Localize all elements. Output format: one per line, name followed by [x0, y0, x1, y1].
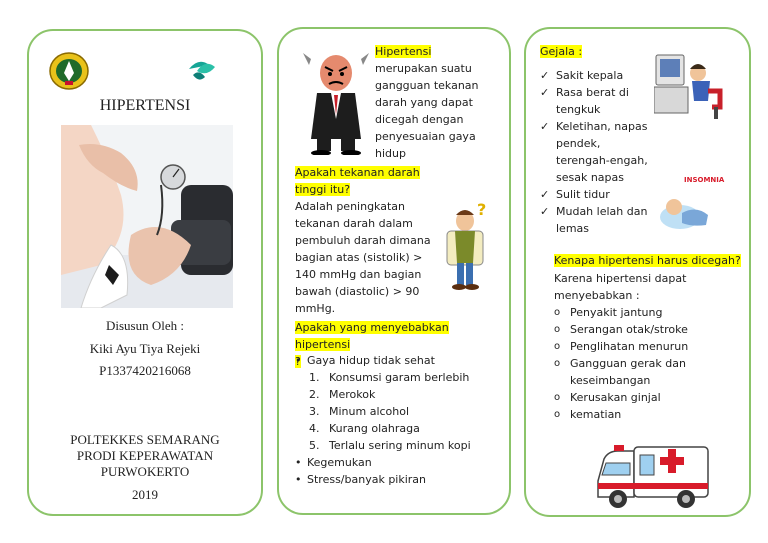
prevent-heading: [554, 252, 750, 269]
definition-term: Hipertensi: [375, 45, 432, 58]
question-1-line: Apakah tekanan darah: [295, 166, 420, 179]
symptom-item-cont: terengah-engah,: [556, 154, 648, 167]
answer-1-line: tekanan darah dalam: [295, 217, 413, 230]
year: 2019: [132, 487, 158, 502]
symptom-item-cont: sesak napas: [556, 171, 625, 184]
institution-line: PURWOKERTO: [100, 464, 190, 479]
symptom-item: ✓ Sulit tidur: [540, 186, 670, 203]
prevent-intro-line: Karena hipertensi dapat: [554, 272, 687, 285]
answer-1-line: mmHg.: [295, 302, 336, 315]
emblem-logo: [48, 51, 90, 91]
question-2-line: Apakah yang menyebabkan hipertensi: [295, 321, 449, 351]
health-ministry-logo: [185, 55, 219, 85]
cause-item: [295, 471, 507, 488]
answer-1-line: Adalah peningkatan: [295, 200, 405, 213]
consequences-list: [554, 304, 744, 423]
prevent-intro-line: menyebabkan :: [554, 289, 640, 302]
causes-list: [295, 352, 507, 488]
lifestyle-item: 4. Kurang olahraga: [309, 422, 420, 435]
symptom-item: ✓ Mudah lelah dan: [540, 203, 670, 220]
consequence-item: o Penglihatan menurun: [554, 338, 744, 355]
angry-man-illustration: [303, 49, 369, 155]
symptom-item-cont: lemas: [556, 222, 590, 235]
consequence-item: o kematian: [554, 406, 744, 423]
prevent-heading-text: Kenapa hipertensi harus dicegah?: [554, 254, 741, 267]
lifestyle-item: 2. Merokok: [309, 388, 376, 401]
lifestyle-item: 1. Konsumsi garam berlebih: [309, 371, 470, 384]
symptoms-panel: [524, 27, 751, 517]
consequence-item: o Penyakit jantung: [554, 304, 744, 321]
blood-pressure-photo: [61, 125, 233, 308]
author-label: Disusun Oleh :: [106, 318, 184, 333]
definition-block: [375, 43, 485, 162]
answer-1-line: 140 mmHg dan bagian: [295, 268, 422, 281]
author-name: Kiki Ayu Tiya Rejeki: [89, 341, 201, 356]
insomnia-label: INSOMNIA: [684, 176, 725, 184]
answer-1: [295, 198, 435, 317]
brochure-title: HIPERTENSI: [99, 97, 191, 114]
cause-text: Gaya hidup tidak sehat: [307, 354, 435, 367]
symptom-item: ✓ Keletihan, napas: [540, 118, 670, 135]
question-2-line: ?: [295, 355, 301, 368]
question-1: [295, 164, 435, 198]
lifestyle-list: [295, 369, 507, 454]
lifestyle-item: 5. Terlalu sering minum kopi: [309, 439, 471, 452]
cause-item: [295, 352, 507, 454]
ambulance-illustration: [594, 441, 714, 511]
computer-user-illustration: [654, 51, 726, 121]
svg-text:?: ?: [477, 201, 487, 219]
answer-1-line: bawah (diastolic) > 90: [295, 285, 420, 298]
student-id: P1337420216068: [99, 363, 191, 378]
symptoms-heading-text: Gejala :: [540, 45, 583, 58]
institution: [29, 432, 261, 480]
symptom-item-cont: pendek,: [556, 137, 601, 150]
confused-man-illustration: [443, 201, 495, 293]
definition-line: merupakan suatu: [375, 62, 472, 75]
info-panel: [277, 27, 511, 515]
definition-line: penyesuaian gaya: [375, 130, 476, 143]
prevent-intro: [554, 270, 744, 304]
symptoms-heading: [540, 43, 582, 60]
answer-1-line: bagian atas (sistolik) >: [295, 251, 423, 264]
symptom-item-cont: tengkuk: [556, 103, 601, 116]
cause-text: Kegemukan: [307, 456, 372, 469]
definition-line: darah yang dapat: [375, 96, 473, 109]
definition-line: gangguan tekanan: [375, 79, 479, 92]
answer-1-line: pembuluh darah dimana: [295, 234, 431, 247]
definition-line: dicegah dengan: [375, 113, 464, 126]
institution-line: PRODI KEPERAWATAN: [76, 448, 214, 463]
cover-panel: [27, 29, 263, 516]
consequence-item: o Gangguan gerak dan: [554, 355, 744, 372]
consequence-item: o Serangan otak/stroke: [554, 321, 744, 338]
definition-line: hidup: [375, 147, 406, 160]
symptom-item: ✓ Sakit kepala: [540, 67, 670, 84]
symptom-item: ✓ Rasa berat di: [540, 84, 670, 101]
symptoms-list: [540, 67, 670, 237]
consequence-item: o Kerusakan ginjal: [554, 389, 744, 406]
cause-item: [295, 454, 507, 471]
consequence-item-cont: keseimbangan: [570, 374, 651, 387]
institution-line: POLTEKKES SEMARANG: [70, 432, 220, 447]
insomnia-illustration: [656, 175, 720, 239]
lifestyle-item: 3. Minum alcohol: [309, 405, 410, 418]
question-1-line: tinggi itu?: [295, 183, 351, 196]
cause-text: Stress/banyak pikiran: [307, 473, 427, 486]
